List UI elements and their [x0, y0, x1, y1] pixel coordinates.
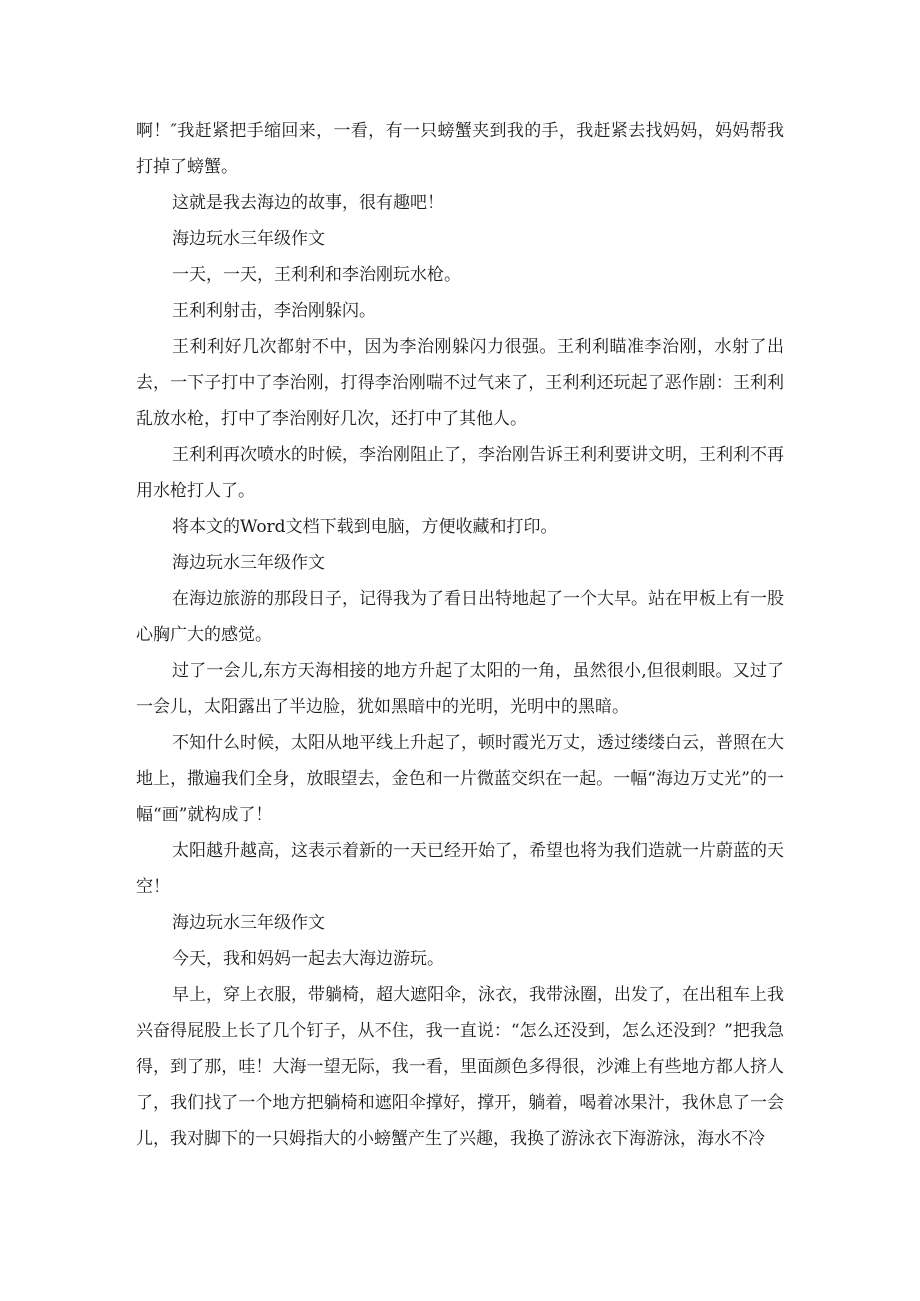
download-note: 将本文的Word文档下载到电脑，方便收藏和打印。: [172, 517, 558, 537]
paragraph: 一天，一天，王利利和李治刚玩水枪。: [172, 265, 461, 285]
paragraph: 早上，穿上衣服，带躺椅，超大遮阳伞，泳衣，我带泳圈，出发了，在出租车上我兴奋得屁股上长了几个钉子，从不住，我一直说：“怎么还没到，怎么还没到？”把我急得，到了那，哇！大海一望无际，我一看，里面颜色多得很，沙滩上有些地方都人挤人了，我们找了一个地方把躺椅和遮阳伞撑好，撑开，躺着，喝着冰果汁，我休息了一会儿，我对脚下的一只姆指大的小螃蟹产生了兴趣，我换了游泳衣下海游泳，海水不冷: [136, 985, 784, 1149]
paragraph: 王利利再次喷水的时候，李治刚阻止了，李治刚告诉王利利要讲文明，王利利不再用水枪打人了。: [136, 445, 784, 501]
section-heading: 海边玩水三年级作文: [172, 913, 325, 933]
paragraph: 啊！″我赶紧把手缩回来，一看，有一只螃蟹夹到我的手，我赶紧去找妈妈，妈妈帮我打掉了螃蟹。: [136, 121, 784, 177]
document-body: [136, 113, 784, 1157]
section-heading: 海边玩水三年级作文: [172, 553, 325, 573]
paragraph: 不知什么时候，太阳从地平线上升起了，顿时霞光万丈，透过缕缕白云，普照在大地上，撒遍我们全身，放眼望去，金色和一片微蓝交织在一起。一幅“海边万丈光”的一幅“画”就构成了！: [136, 733, 784, 825]
paragraph: 太阳越升越高，这表示着新的一天已经开始了，希望也将为我们造就一片蔚蓝的天空！: [136, 841, 784, 897]
paragraph: 在海边旅游的那段日子，记得我为了看日出特地起了一个大早。站在甲板上有一股心胸广大的感觉。: [136, 589, 784, 645]
paragraph: 过了一会儿,东方天海相接的地方升起了太阳的一角，虽然很小,但很刺眼。又过了一会儿，太阳露出了半边脸，犹如黑暗中的光明，光明中的黑暗。: [136, 661, 784, 717]
paragraph: 王利利好几次都射不中，因为李治刚躲闪力很强。王利利瞄准李治刚，水射了出去，一下子打中了李治刚，打得李治刚喘不过气来了，王利利还玩起了恶作剧：王利利乱放水枪，打中了李治刚好几次，还打中了其他人。: [136, 337, 784, 429]
section-heading: 海边玩水三年级作文: [172, 229, 325, 249]
paragraph: 今天，我和妈妈一起去大海边游玩。: [172, 949, 444, 969]
paragraph: 这就是我去海边的故事，很有趣吧！: [172, 193, 444, 213]
paragraph: 王利利射击，李治刚躲闪。: [172, 301, 376, 321]
